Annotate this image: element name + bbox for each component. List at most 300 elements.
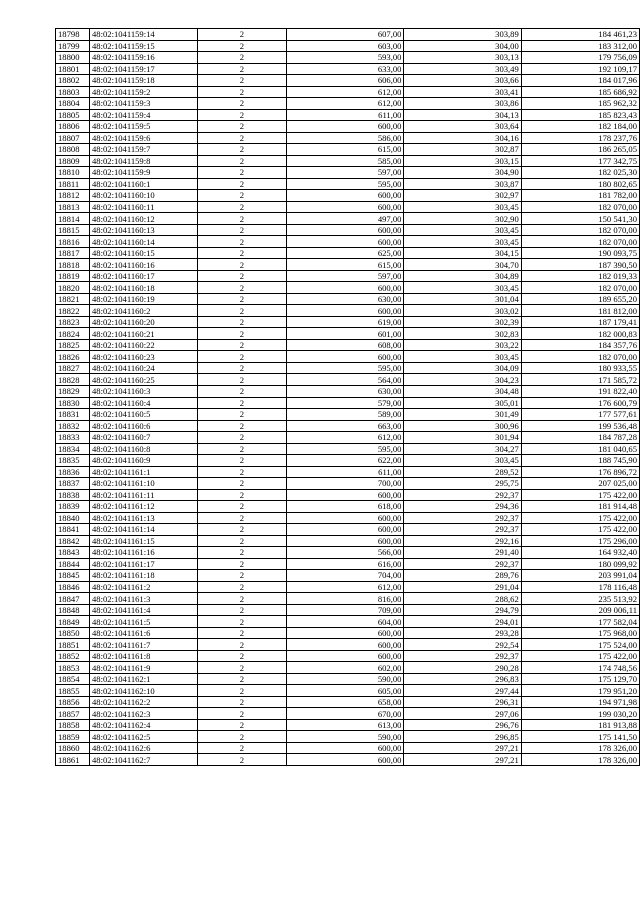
cadastral-number-cell: 48:02:1041160:16 [90,259,198,271]
cadastral-value-cell: 194 971,98 [521,696,639,708]
cadastral-number-cell: 48:02:1041160:23 [90,351,198,363]
cadastral-value-cell: 207 025,00 [521,478,639,490]
table-row [56,63,640,75]
cadastral-number-cell: 48:02:1041159:17 [90,63,198,75]
cadastral-value-cell: 184 357,76 [521,339,639,351]
table-row [56,754,640,766]
table-row [56,455,640,467]
row-number-cell: 18823 [56,316,90,328]
specific-value-cell: 292,37 [404,650,521,662]
cadastral-value-cell: 182 070,00 [521,201,639,213]
cadastral-value-cell: 182 025,30 [521,167,639,179]
group-cell: 2 [197,489,286,501]
table-row [56,224,640,236]
group-cell: 2 [197,259,286,271]
specific-value-cell: 301,49 [404,409,521,421]
group-cell: 2 [197,29,286,41]
specific-value-cell: 294,79 [404,604,521,616]
area-cell: 497,00 [287,213,404,225]
cadastral-value-cell: 176 896,72 [521,466,639,478]
cadastral-value-cell: 181 040,65 [521,443,639,455]
specific-value-cell: 302,90 [404,213,521,225]
specific-value-cell: 292,37 [404,524,521,536]
cadastral-number-cell: 48:02:1041161:3 [90,593,198,605]
specific-value-cell: 302,97 [404,190,521,202]
cadastral-value-cell: 235 513,92 [521,593,639,605]
cadastral-value-cell: 184 787,28 [521,432,639,444]
cadastral-value-cell: 185 962,32 [521,98,639,110]
row-number-cell: 18857 [56,708,90,720]
area-cell: 600,00 [287,512,404,524]
group-cell: 2 [197,696,286,708]
area-cell: 600,00 [287,627,404,639]
cadastral-value-cell: 192 109,17 [521,63,639,75]
cadastral-value-cell: 185 686,92 [521,86,639,98]
row-number-cell: 18804 [56,98,90,110]
row-number-cell: 18812 [56,190,90,202]
group-cell: 2 [197,708,286,720]
cadastral-value-cell: 164 932,40 [521,547,639,559]
group-cell: 2 [197,270,286,282]
group-cell: 2 [197,627,286,639]
table-row [56,236,640,248]
cadastral-value-cell: 174 748,56 [521,662,639,674]
specific-value-cell: 293,28 [404,627,521,639]
row-number-cell: 18838 [56,489,90,501]
table-row [56,109,640,121]
cadastral-number-cell: 48:02:1041161:10 [90,478,198,490]
table-row [56,339,640,351]
cadastral-number-cell: 48:02:1041162:3 [90,708,198,720]
cadastral-value-cell: 182 070,00 [521,351,639,363]
area-cell: 603,00 [287,40,404,52]
cadastral-number-cell: 48:02:1041162:5 [90,731,198,743]
cadastral-number-cell: 48:02:1041159:16 [90,52,198,64]
cadastral-value-cell: 175 422,00 [521,524,639,536]
table-row [56,190,640,202]
specific-value-cell: 303,87 [404,178,521,190]
area-cell: 670,00 [287,708,404,720]
group-cell: 2 [197,224,286,236]
table-row [56,86,640,98]
table-row [56,581,640,593]
cadastral-number-cell: 48:02:1041160:4 [90,397,198,409]
row-number-cell: 18861 [56,754,90,766]
group-cell: 2 [197,397,286,409]
row-number-cell: 18822 [56,305,90,317]
cadastral-number-cell: 48:02:1041160:18 [90,282,198,294]
specific-value-cell: 304,90 [404,167,521,179]
specific-value-cell: 291,04 [404,581,521,593]
group-cell: 2 [197,662,286,674]
group-cell: 2 [197,754,286,766]
area-cell: 630,00 [287,293,404,305]
area-cell: 566,00 [287,547,404,559]
area-cell: 600,00 [287,224,404,236]
row-number-cell: 18836 [56,466,90,478]
row-number-cell: 18843 [56,547,90,559]
specific-value-cell: 303,15 [404,155,521,167]
table-row [56,121,640,133]
row-number-cell: 18832 [56,420,90,432]
area-cell: 600,00 [287,650,404,662]
specific-value-cell: 291,40 [404,547,521,559]
specific-value-cell: 304,00 [404,40,521,52]
row-number-cell: 18855 [56,685,90,697]
specific-value-cell: 304,16 [404,132,521,144]
row-number-cell: 18821 [56,293,90,305]
area-cell: 704,00 [287,570,404,582]
area-cell: 586,00 [287,132,404,144]
row-number-cell: 18840 [56,512,90,524]
group-cell: 2 [197,178,286,190]
cadastral-number-cell: 48:02:1041160:19 [90,293,198,305]
cadastral-value-cell: 150 541,30 [521,213,639,225]
cadastral-value-cell: 181 913,88 [521,719,639,731]
cadastral-value-cell: 183 312,00 [521,40,639,52]
specific-value-cell: 304,48 [404,385,521,397]
area-cell: 658,00 [287,696,404,708]
row-number-cell: 18809 [56,155,90,167]
area-cell: 625,00 [287,247,404,259]
cadastral-value-cell: 187 179,41 [521,316,639,328]
cadastral-number-cell: 48:02:1041160:10 [90,190,198,202]
cadastral-value-cell: 182 019,33 [521,270,639,282]
table-row [56,362,640,374]
row-number-cell: 18849 [56,616,90,628]
specific-value-cell: 303,13 [404,52,521,64]
cadastral-value-cell: 191 822,40 [521,385,639,397]
specific-value-cell: 303,02 [404,305,521,317]
row-number-cell: 18842 [56,535,90,547]
cadastral-value-cell: 188 745,90 [521,455,639,467]
specific-value-cell: 296,85 [404,731,521,743]
area-cell: 579,00 [287,397,404,409]
area-cell: 618,00 [287,501,404,513]
group-cell: 2 [197,40,286,52]
row-number-cell: 18844 [56,558,90,570]
row-number-cell: 18815 [56,224,90,236]
group-cell: 2 [197,455,286,467]
group-cell: 2 [197,742,286,754]
group-cell: 2 [197,121,286,133]
row-number-cell: 18858 [56,719,90,731]
row-number-cell: 18839 [56,501,90,513]
table-row [56,132,640,144]
row-number-cell: 18813 [56,201,90,213]
row-number-cell: 18818 [56,259,90,271]
area-cell: 612,00 [287,86,404,98]
row-number-cell: 18825 [56,339,90,351]
row-number-cell: 18800 [56,52,90,64]
table-row [56,432,640,444]
specific-value-cell: 304,13 [404,109,521,121]
cadastral-value-cell: 178 237,76 [521,132,639,144]
row-number-cell: 18830 [56,397,90,409]
area-cell: 622,00 [287,455,404,467]
area-cell: 595,00 [287,178,404,190]
area-cell: 633,00 [287,63,404,75]
table-row [56,351,640,363]
cadastral-number-cell: 48:02:1041160:24 [90,362,198,374]
cadastral-number-cell: 48:02:1041161:13 [90,512,198,524]
table-row [56,708,640,720]
area-cell: 611,00 [287,109,404,121]
cadastral-value-cell: 181 782,00 [521,190,639,202]
area-cell: 604,00 [287,616,404,628]
cadastral-number-cell: 48:02:1041162:1 [90,673,198,685]
row-number-cell: 18850 [56,627,90,639]
cadastral-number-cell: 48:02:1041161:1 [90,466,198,478]
table-row [56,742,640,754]
row-number-cell: 18803 [56,86,90,98]
table-row [56,512,640,524]
specific-value-cell: 292,37 [404,512,521,524]
area-cell: 816,00 [287,593,404,605]
cadastral-number-cell: 48:02:1041159:18 [90,75,198,87]
group-cell: 2 [197,75,286,87]
specific-value-cell: 303,66 [404,75,521,87]
area-cell: 602,00 [287,662,404,674]
cadastral-value-cell: 175 296,00 [521,535,639,547]
cadastral-value-cell: 179 951,20 [521,685,639,697]
area-cell: 600,00 [287,190,404,202]
row-number-cell: 18826 [56,351,90,363]
cadastral-number-cell: 48:02:1041161:12 [90,501,198,513]
specific-value-cell: 292,54 [404,639,521,651]
area-cell: 709,00 [287,604,404,616]
table-row [56,547,640,559]
specific-value-cell: 303,45 [404,282,521,294]
specific-value-cell: 289,76 [404,570,521,582]
table-row [56,558,640,570]
table-body [56,29,640,766]
table-row [56,535,640,547]
group-cell: 2 [197,167,286,179]
specific-value-cell: 304,23 [404,374,521,386]
table-row [56,259,640,271]
cadastral-value-cell: 184 017,96 [521,75,639,87]
row-number-cell: 18828 [56,374,90,386]
specific-value-cell: 303,45 [404,224,521,236]
group-cell: 2 [197,155,286,167]
cadastral-number-cell: 48:02:1041159:15 [90,40,198,52]
group-cell: 2 [197,339,286,351]
specific-value-cell: 302,83 [404,328,521,340]
area-cell: 663,00 [287,420,404,432]
row-number-cell: 18805 [56,109,90,121]
cadastral-value-cell: 177 577,61 [521,409,639,421]
specific-value-cell: 304,09 [404,362,521,374]
area-cell: 589,00 [287,409,404,421]
cadastral-number-cell: 48:02:1041162:7 [90,754,198,766]
group-cell: 2 [197,616,286,628]
cadastral-number-cell: 48:02:1041159:6 [90,132,198,144]
table-row [56,696,640,708]
specific-value-cell: 302,87 [404,144,521,156]
cadastral-value-table [55,28,640,766]
cadastral-value-cell: 171 585,72 [521,374,639,386]
table-row [56,673,640,685]
group-cell: 2 [197,98,286,110]
group-cell: 2 [197,201,286,213]
area-cell: 630,00 [287,385,404,397]
cadastral-value-cell: 175 141,50 [521,731,639,743]
cadastral-number-cell: 48:02:1041162:6 [90,742,198,754]
specific-value-cell: 303,89 [404,29,521,41]
area-cell: 600,00 [287,489,404,501]
row-number-cell: 18860 [56,742,90,754]
specific-value-cell: 304,27 [404,443,521,455]
area-cell: 600,00 [287,742,404,754]
specific-value-cell: 294,36 [404,501,521,513]
cadastral-value-cell: 182 070,00 [521,282,639,294]
area-cell: 615,00 [287,259,404,271]
specific-value-cell: 303,86 [404,98,521,110]
area-cell: 600,00 [287,201,404,213]
table-row [56,662,640,674]
table-row [56,144,640,156]
specific-value-cell: 290,28 [404,662,521,674]
table-row [56,167,640,179]
cadastral-value-cell: 179 756,09 [521,52,639,64]
cadastral-number-cell: 48:02:1041161:9 [90,662,198,674]
table-row [56,524,640,536]
cadastral-number-cell: 48:02:1041160:17 [90,270,198,282]
area-cell: 600,00 [287,305,404,317]
group-cell: 2 [197,236,286,248]
cadastral-number-cell: 48:02:1041160:7 [90,432,198,444]
table-row [56,627,640,639]
area-cell: 606,00 [287,75,404,87]
cadastral-number-cell: 48:02:1041159:4 [90,109,198,121]
group-cell: 2 [197,144,286,156]
cadastral-value-cell: 181 914,48 [521,501,639,513]
row-number-cell: 18837 [56,478,90,490]
specific-value-cell: 296,83 [404,673,521,685]
cadastral-value-cell: 175 524,00 [521,639,639,651]
area-cell: 600,00 [287,351,404,363]
area-cell: 601,00 [287,328,404,340]
cadastral-value-cell: 189 655,20 [521,293,639,305]
table-row [56,604,640,616]
specific-value-cell: 302,39 [404,316,521,328]
cadastral-value-cell: 203 991,04 [521,570,639,582]
specific-value-cell: 297,21 [404,742,521,754]
cadastral-value-cell: 190 093,75 [521,247,639,259]
row-number-cell: 18835 [56,455,90,467]
cadastral-value-cell: 184 461,23 [521,29,639,41]
row-number-cell: 18806 [56,121,90,133]
cadastral-value-cell: 180 099,92 [521,558,639,570]
cadastral-number-cell: 48:02:1041161:17 [90,558,198,570]
group-cell: 2 [197,512,286,524]
specific-value-cell: 294,01 [404,616,521,628]
row-number-cell: 18820 [56,282,90,294]
table-row [56,155,640,167]
table-row [56,501,640,513]
row-number-cell: 18854 [56,673,90,685]
specific-value-cell: 292,16 [404,535,521,547]
specific-value-cell: 304,70 [404,259,521,271]
area-cell: 590,00 [287,731,404,743]
specific-value-cell: 292,37 [404,489,521,501]
specific-value-cell: 296,31 [404,696,521,708]
area-cell: 600,00 [287,121,404,133]
specific-value-cell: 303,45 [404,236,521,248]
cadastral-number-cell: 48:02:1041160:25 [90,374,198,386]
table-row [56,570,640,582]
area-cell: 605,00 [287,685,404,697]
group-cell: 2 [197,109,286,121]
specific-value-cell: 300,96 [404,420,521,432]
table-row [56,639,640,651]
row-number-cell: 18810 [56,167,90,179]
group-cell: 2 [197,443,286,455]
row-number-cell: 18859 [56,731,90,743]
cadastral-value-cell: 185 823,43 [521,109,639,121]
group-cell: 2 [197,409,286,421]
cadastral-value-cell: 199 030,20 [521,708,639,720]
group-cell: 2 [197,293,286,305]
area-cell: 607,00 [287,29,404,41]
cadastral-number-cell: 48:02:1041160:12 [90,213,198,225]
cadastral-value-cell: 187 390,50 [521,259,639,271]
cadastral-number-cell: 48:02:1041159:2 [90,86,198,98]
area-cell: 600,00 [287,754,404,766]
cadastral-value-cell: 182 000,83 [521,328,639,340]
table-row [56,385,640,397]
specific-value-cell: 301,94 [404,432,521,444]
cadastral-number-cell: 48:02:1041161:4 [90,604,198,616]
cadastral-number-cell: 48:02:1041159:5 [90,121,198,133]
area-cell: 600,00 [287,535,404,547]
specific-value-cell: 303,41 [404,86,521,98]
group-cell: 2 [197,213,286,225]
table-row [56,328,640,340]
area-cell: 613,00 [287,719,404,731]
group-cell: 2 [197,247,286,259]
area-cell: 595,00 [287,362,404,374]
cadastral-number-cell: 48:02:1041161:14 [90,524,198,536]
cadastral-value-cell: 175 422,00 [521,650,639,662]
table-row [56,397,640,409]
specific-value-cell: 303,64 [404,121,521,133]
cadastral-number-cell: 48:02:1041161:6 [90,627,198,639]
group-cell: 2 [197,581,286,593]
table-row [56,213,640,225]
cadastral-number-cell: 48:02:1041160:1 [90,178,198,190]
cadastral-value-cell: 178 116,48 [521,581,639,593]
specific-value-cell: 305,01 [404,397,521,409]
cadastral-number-cell: 48:02:1041160:11 [90,201,198,213]
group-cell: 2 [197,420,286,432]
group-cell: 2 [197,63,286,75]
group-cell: 2 [197,385,286,397]
area-cell: 700,00 [287,478,404,490]
cadastral-value-cell: 180 802,65 [521,178,639,190]
table-row [56,178,640,190]
group-cell: 2 [197,558,286,570]
cadastral-number-cell: 48:02:1041159:14 [90,29,198,41]
table-row [56,270,640,282]
cadastral-number-cell: 48:02:1041160:13 [90,224,198,236]
cadastral-value-cell: 209 006,11 [521,604,639,616]
cadastral-value-cell: 175 422,00 [521,512,639,524]
group-cell: 2 [197,466,286,478]
specific-value-cell: 297,06 [404,708,521,720]
area-cell: 585,00 [287,155,404,167]
